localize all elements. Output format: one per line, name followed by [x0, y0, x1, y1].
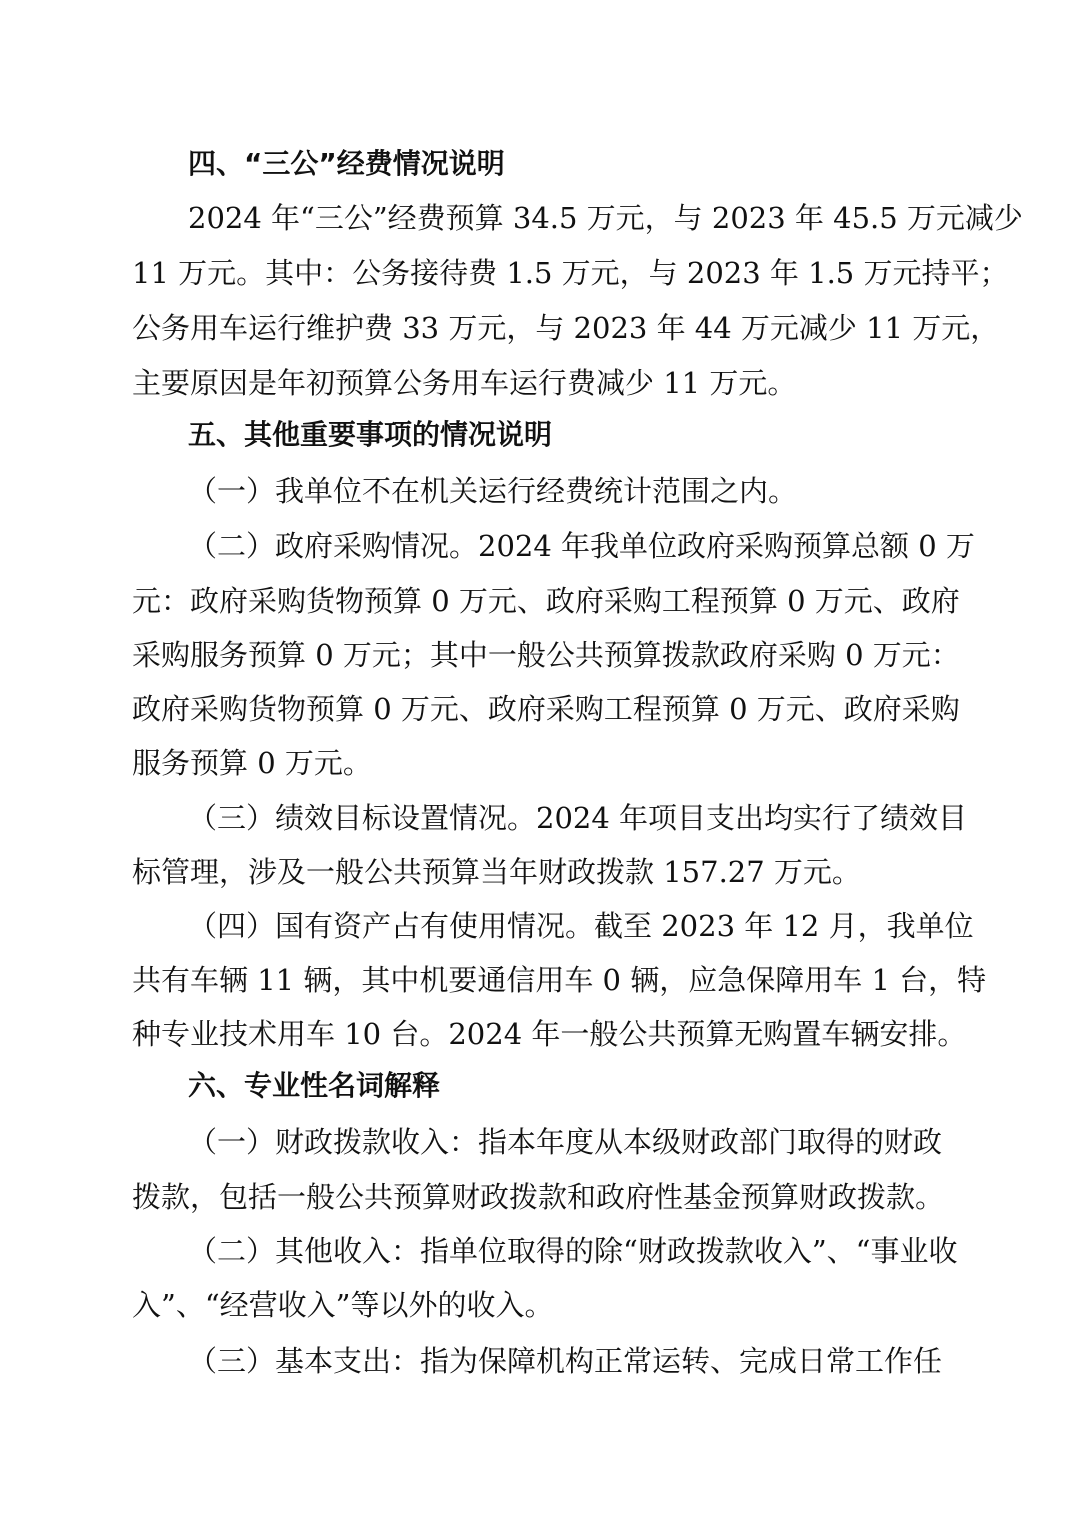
- paragraph-line: 拨款，包括一般公共预算财政拨款和政府性基金预算财政拨款。: [132, 1180, 945, 1214]
- section-heading-three-public-expenses: 四、“三公”经费情况说明: [188, 147, 505, 180]
- paragraph-line: （一）我单位不在机关运行经费统计范围之内。: [188, 474, 798, 508]
- paragraph-line: 主要原因是年初预算公务用车运行费减少 11 万元。: [132, 366, 797, 400]
- paragraph-line: （二）政府采购情况。2024 年我单位政府采购预算总额 0 万: [188, 529, 975, 563]
- paragraph-line: 元：政府采购货物预算 0 万元、政府采购工程预算 0 万元、政府: [132, 584, 960, 618]
- section-heading-other-matters: 五、其他重要事项的情况说明: [188, 418, 553, 451]
- paragraph-line: 采购服务预算 0 万元；其中一般公共预算拨款政府采购 0 万元：: [132, 638, 960, 672]
- paragraph-line: 共有车辆 11 辆，其中机要通信用车 0 辆，应急保障用车 1 台，特: [132, 963, 987, 997]
- section-heading-terms: 六、专业性名词解释: [188, 1069, 441, 1102]
- paragraph-line: （三）绩效目标设置情况。2024 年项目支出均实行了绩效目: [188, 801, 968, 835]
- paragraph-line: 公务用车运行维护费 33 万元，与 2023 年 44 万元减少 11 万元，: [132, 311, 1000, 345]
- paragraph-line: 服务预算 0 万元。: [132, 746, 372, 780]
- paragraph-line: 入”、“经营收入”等以外的收入。: [132, 1288, 554, 1322]
- paragraph-line: 11 万元。其中：公务接待费 1.5 万元，与 2023 年 1.5 万元持平；: [132, 256, 1009, 290]
- paragraph-line: 种专业技术用车 10 台。2024 年一般公共预算无购置车辆安排。: [132, 1017, 967, 1051]
- paragraph-line: 政府采购货物预算 0 万元、政府采购工程预算 0 万元、政府采购: [132, 692, 960, 726]
- paragraph-line: （四）国有资产占有使用情况。截至 2023 年 12 月，我单位: [188, 909, 974, 943]
- paragraph-line: （二）其他收入：指单位取得的除“财政拨款收入”、“事业收: [188, 1234, 958, 1268]
- paragraph-line: （三）基本支出：指为保障机构正常运转、完成日常工作任: [188, 1344, 943, 1378]
- paragraph-line: （一）财政拨款收入：指本年度从本级财政部门取得的财政: [188, 1125, 943, 1159]
- paragraph-line: 2024 年“三公”经费预算 34.5 万元，与 2023 年 45.5 万元减少: [188, 201, 1023, 235]
- paragraph-line: 标管理，涉及一般公共预算当年财政拨款 157.27 万元。: [132, 855, 861, 889]
